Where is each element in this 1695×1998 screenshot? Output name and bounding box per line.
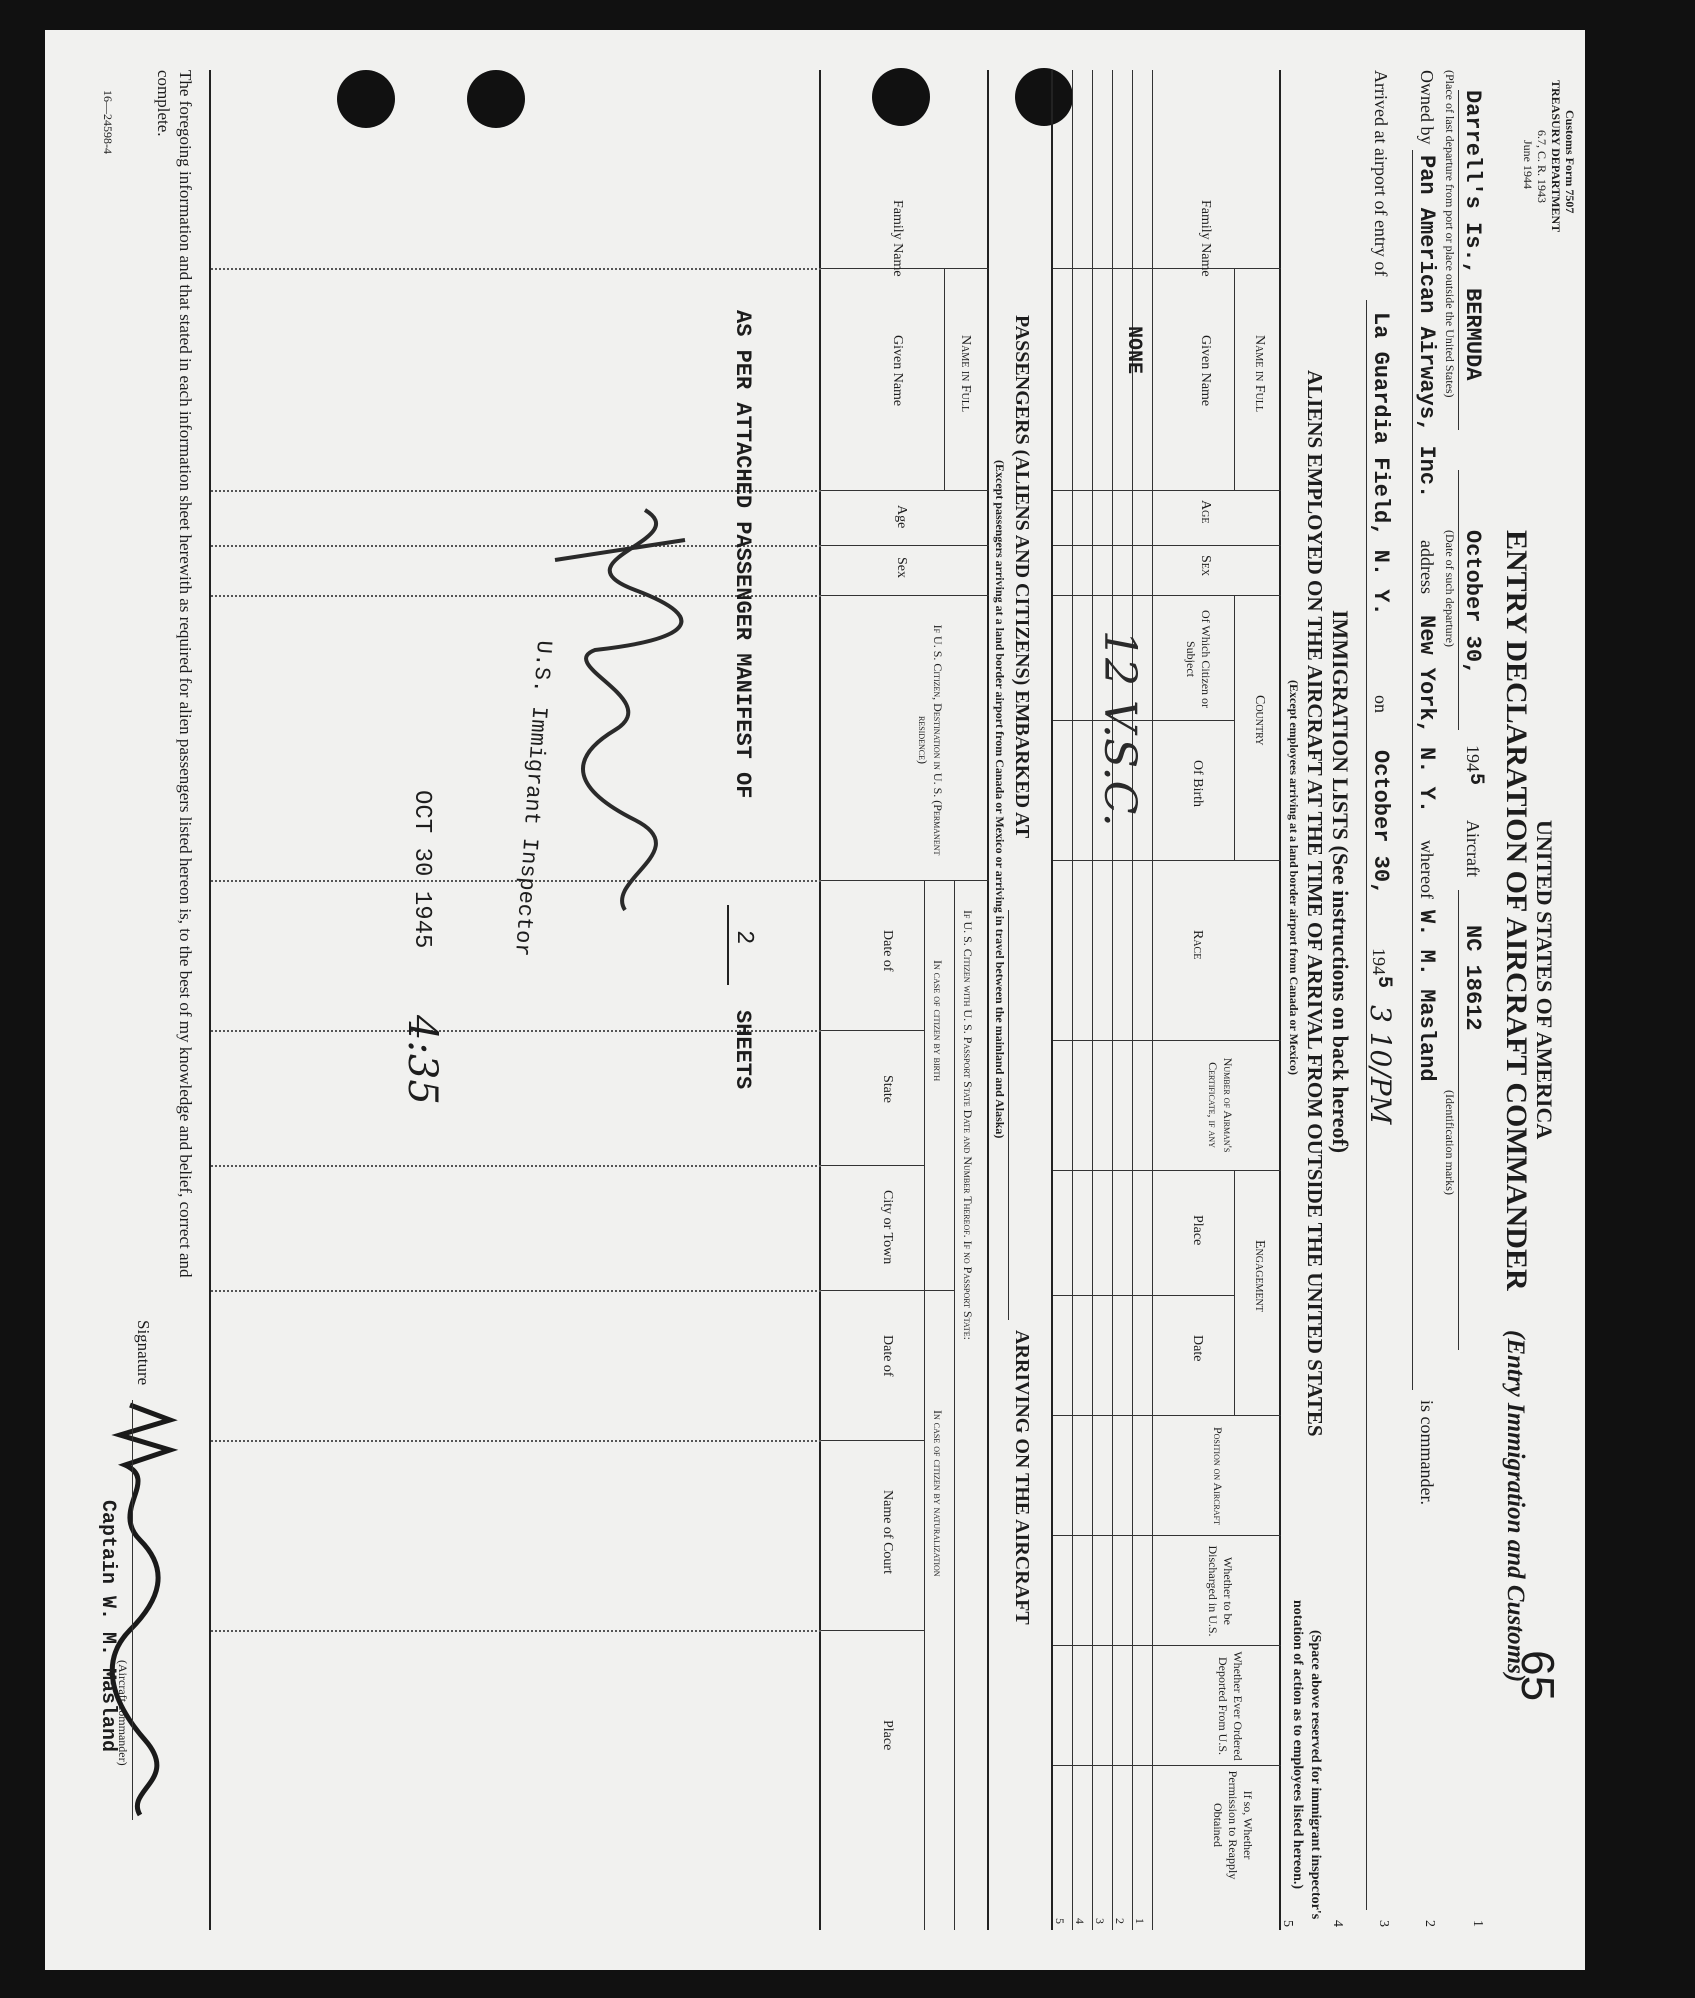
row-number: 4 — [1073, 1918, 1087, 1924]
reserved-note-1: (Space above reserved for immigrant inspector's — [1308, 1630, 1323, 1920]
arrival-year-prefix: 194 — [1369, 948, 1389, 975]
is-commander: is commander. — [1417, 1400, 1437, 1505]
reserved-note-2: notation of action as to employees listed hereon.) — [1290, 1600, 1305, 1890]
pax-col-birth-case: In case of citizen by birth — [931, 960, 945, 1082]
aliens-col-country: Country — [1252, 695, 1267, 746]
aliens-col-engagement: Engagement — [1252, 1240, 1267, 1312]
pax-col-age: Age — [894, 505, 909, 529]
pax-col-date-of: Date of — [880, 930, 895, 972]
stamp-time: 4:35 — [399, 1015, 445, 1105]
passengers-note: (Except passengers arriving at a land border airport from Canada or Mexico or arriving in travel between the mainland and Alaska) — [993, 460, 1007, 1139]
immigration-title: IMMIGRATION LISTS (See instructions on back hereof) — [1328, 610, 1353, 1154]
aliens-col-age: Age — [1198, 500, 1213, 524]
line-no-4: 4 — [1330, 1920, 1345, 1927]
arrived-label: Arrived at airport of entry of — [1371, 70, 1391, 277]
declaration-line-2: complete. — [154, 70, 173, 137]
passengers-title-left: PASSENGERS (ALIENS AND CITIZENS) EMBARKED AT — [1011, 315, 1033, 839]
aliens-title: ALIENS EMPLOYED ON THE AIRCRAFT AT THE TIME OF ARRIVAL FROM OUTSIDE THE UNITED STATES — [1303, 370, 1327, 1437]
aliens-col-deported: Whether Ever Ordered Deported From U.S. — [1216, 1651, 1245, 1761]
departure-date-caption: (Date of such departure) — [1443, 530, 1457, 647]
aliens-note: (Except employees arriving at a land border airport from Canada or Mexico) — [1287, 680, 1301, 1075]
departure-place-caption: (Place of last departure from port or place outside the United States) — [1443, 70, 1457, 398]
title-main: ENTRY DECLARATION OF AIRCRAFT COMMANDER — [1500, 530, 1533, 1291]
aliens-col-family: Family Name — [1198, 200, 1213, 277]
whereof-label: whereof — [1417, 840, 1437, 899]
departure-place: Darrell's Is., BERMUDA — [1460, 90, 1485, 381]
captain-name: Captain W. M. Masland — [96, 1500, 119, 1753]
pax-col-state: State — [880, 1075, 895, 1103]
line-no-2: 2 — [1422, 1920, 1437, 1927]
aliens-col-place: Place — [1190, 1215, 1205, 1246]
aircraft-id: NC 18612 — [1460, 925, 1485, 1031]
form-number: Customs Form 7507 — [1563, 110, 1577, 214]
scanned-form — [45, 30, 1585, 1970]
on-label: on — [1371, 695, 1391, 713]
pax-col-passport: If U. S. Citizen with U. S. Passport State Date and Number Thereof. If no Passport State: — [961, 910, 975, 1340]
stamp-title: U.S. Immigrant Inspector — [508, 639, 557, 958]
owner-name: Pan American Airways, Inc. — [1414, 155, 1439, 499]
aliens-col-name-in-full: Name in Full — [1252, 335, 1267, 413]
pax-col-city: City or Town — [880, 1190, 895, 1265]
title-country: UNITED STATES OF AMERICA — [1532, 820, 1557, 1140]
pax-col-given: Given Name — [890, 335, 905, 407]
pax-col-place: Place — [880, 1720, 895, 1751]
pax-col-date-of-2: Date of — [880, 1335, 895, 1377]
declaration-line-1: The foregoing information and that stated in each information sheet herewith as required for alien passengers listed hereon is, to the best of my knowledge and belief, correct and — [176, 70, 195, 1278]
aliens-col-birth: Of Birth — [1190, 760, 1205, 808]
address-label: address — [1417, 540, 1437, 594]
arrival-date: October 30, — [1368, 750, 1393, 896]
pax-col-sex: Sex — [894, 557, 909, 578]
commander-caption: (Aircraft commander) — [116, 1660, 130, 1766]
aliens-handwritten-note: 12 V.S.C. — [1094, 630, 1145, 827]
signature-label: Signature — [134, 1320, 153, 1386]
aliens-col-position: Position on Aircraft — [1211, 1426, 1225, 1525]
aliens-col-permission: If so, Whether Permission to Reapply Obtained — [1211, 1770, 1255, 1880]
line-no-1: 1 — [1470, 1920, 1485, 1927]
manifest-prefix: AS PER ATTACHED PASSENGER MANIFEST OF — [730, 310, 755, 799]
departure-year-digit: 5 — [1464, 773, 1487, 786]
stamp-date: OCT 30 1945 — [408, 790, 435, 949]
row-number: 1 — [1133, 1918, 1147, 1924]
aircraft-caption: (Identification marks) — [1443, 1090, 1457, 1195]
arrival-time-note: 3 10/PM — [1364, 1005, 1397, 1125]
owner-address: New York, N. Y. — [1414, 615, 1439, 814]
form-cr: 6.7, C. R. 1943 — [1535, 130, 1549, 204]
pax-col-family: Family Name — [890, 200, 905, 277]
aliens-col-citizen: Of Which Citizen or Subject — [1184, 609, 1213, 709]
row-number: 3 — [1093, 1918, 1107, 1924]
arrival-airport: La Guardia Field, N. Y. — [1368, 312, 1393, 616]
commander-name: W. M. Masland — [1414, 910, 1439, 1082]
pax-col-natural-case: In case of citizen by naturalization — [931, 1410, 945, 1577]
pax-col-court: Name of Court — [880, 1490, 895, 1574]
line-no-3: 3 — [1376, 1920, 1391, 1927]
departure-year-prefix: 194 — [1463, 745, 1483, 772]
page-number: 65 — [1512, 1650, 1564, 1702]
manifest-suffix: SHEETS — [730, 1010, 755, 1090]
form-dept: TREASURY DEPARTMENT — [1549, 80, 1563, 233]
aircraft-label: Aircraft — [1463, 820, 1483, 877]
aliens-col-discharged: Whether to be Discharged in U.S. — [1206, 1545, 1235, 1637]
form-sheet — [45, 30, 1585, 1970]
arrival-year-digit: 5 — [1372, 976, 1395, 989]
inspector-signature — [525, 500, 705, 920]
print-code: 16—24598-4 — [101, 90, 115, 154]
aliens-none-entry: NONE — [1122, 326, 1145, 375]
aliens-col-race: Race — [1190, 930, 1205, 960]
line-no-5: 5 — [1280, 1920, 1295, 1927]
aliens-col-given: Given Name — [1198, 335, 1213, 407]
pax-col-destination: If U. S. Citizen, Destination in U. S. (Permanent residence) — [916, 624, 945, 856]
departure-date: October 30, — [1460, 530, 1485, 676]
owned-label: Owned by — [1417, 70, 1437, 145]
row-number: 5 — [1053, 1918, 1067, 1924]
aliens-col-cert: Number of Airman's Certificate, if any — [1206, 1057, 1235, 1153]
manifest-count: 2 — [730, 930, 757, 945]
aliens-col-sex: Sex — [1198, 555, 1213, 577]
pax-col-name-in-full: Name in Full — [958, 335, 973, 413]
row-number: 2 — [1113, 1918, 1127, 1924]
form-date: June 1944 — [1521, 140, 1535, 189]
passengers-title-right: ARRIVING ON THE AIRCRAFT — [1011, 1330, 1033, 1625]
title-sub: (Entry Immigration and Customs) — [1502, 1330, 1529, 1683]
aliens-col-date: Date — [1190, 1335, 1205, 1362]
